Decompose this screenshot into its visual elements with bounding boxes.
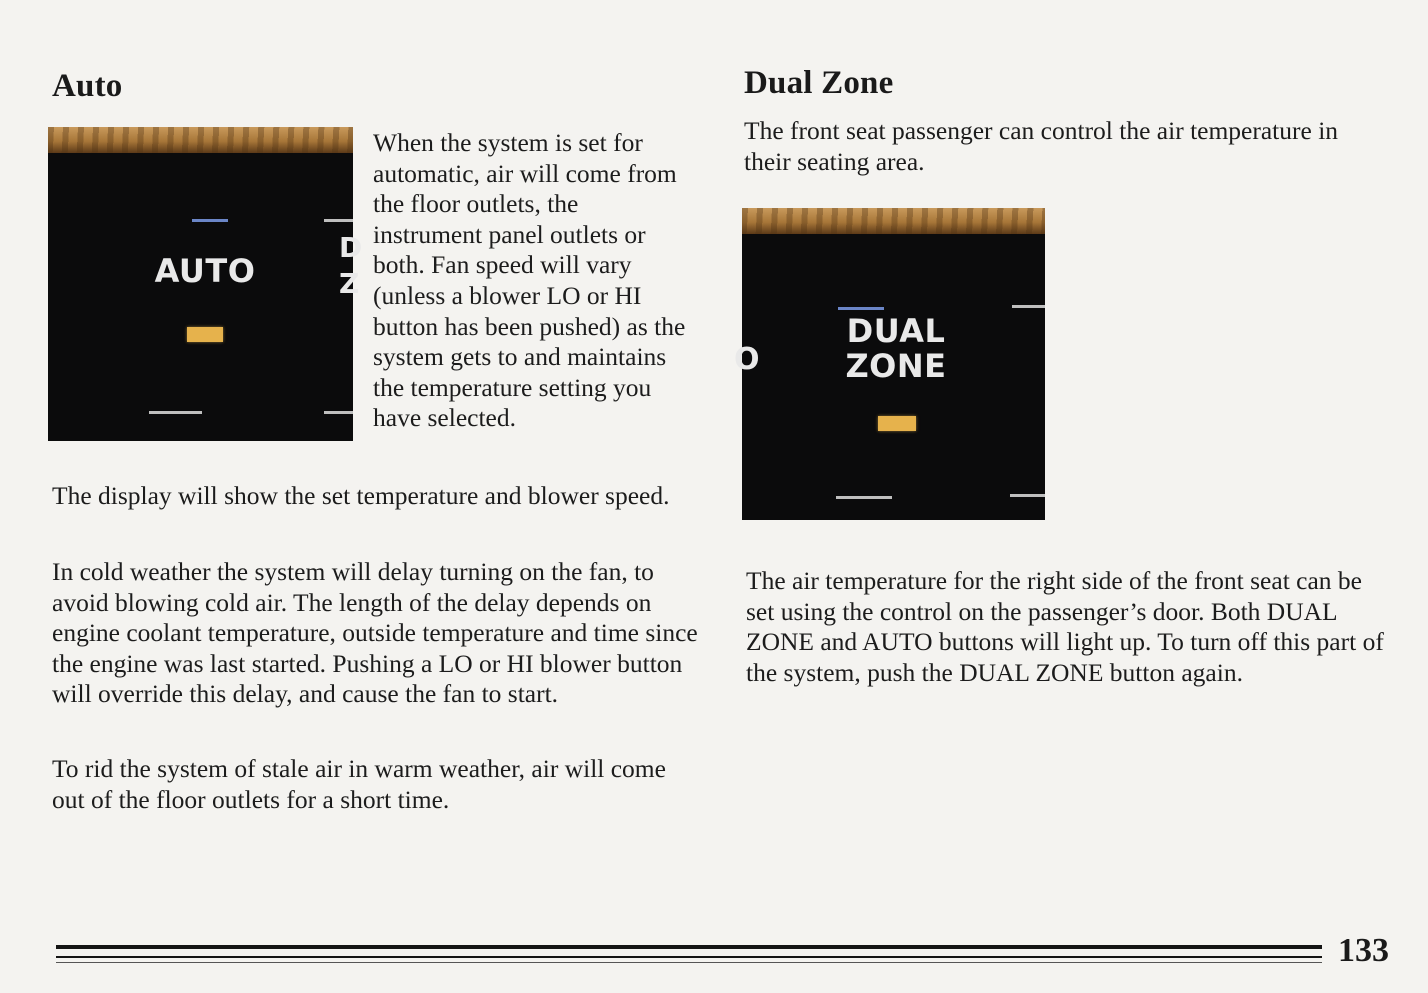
dual-zone-edge-glyph: D bbox=[339, 231, 363, 264]
indicator-light bbox=[878, 416, 916, 431]
dual-zone-button-photo bbox=[734, 208, 1045, 520]
indicator-light bbox=[187, 327, 223, 342]
dual-zone-label-line1: DUAL bbox=[846, 312, 946, 350]
auto-button-photo bbox=[48, 127, 363, 441]
indicator-dash bbox=[324, 411, 353, 414]
wood-trim bbox=[48, 127, 353, 153]
indicator-dash bbox=[836, 496, 892, 499]
dual-zone-intro-text: The front seat passenger can control the air temperature in their seating area. bbox=[744, 116, 1339, 176]
stale-air-paragraph: To rid the system of stale air in warm weather, air will come out of the floor outlets for a short time. bbox=[52, 754, 666, 814]
indicator-dash bbox=[324, 219, 353, 222]
auto-button-label: AUTO bbox=[154, 252, 256, 290]
indicator-dash bbox=[838, 307, 884, 310]
wood-trim bbox=[742, 208, 1045, 234]
section-heading-dual-zone: Dual Zone bbox=[744, 65, 894, 101]
passenger-door-paragraph: The air temperature for the right side of the front seat can be set using the control on the passenger’s door. Both DUAL ZONE and AUTO buttons will light up. To turn off this part of the system, push the DUAL ZONE button again. bbox=[746, 566, 1384, 687]
indicator-dash bbox=[192, 219, 228, 222]
footer-rule-thick bbox=[56, 945, 1322, 949]
auto-intro-text: When the system is set for automatic, air will come from the floor outlets, the instrument panel outlets or both. Fan speed will vary (unless a blower LO or HI button has been pushed) as the system gets to and maintains the temperature setting you have selected. bbox=[373, 128, 686, 433]
indicator-dash bbox=[149, 411, 202, 414]
footer-rule-thin bbox=[56, 962, 1322, 963]
dual-zone-label-line2: ZONE bbox=[845, 346, 947, 385]
page-number: 133 bbox=[1338, 932, 1389, 969]
section-heading-auto: Auto bbox=[52, 68, 123, 104]
auto-edge-glyph: O bbox=[734, 342, 760, 377]
cold-weather-paragraph: In cold weather the system will delay turning on the fan, to avoid blowing cold air. The length of the delay depends on engine coolant temperature, outside temperature and time since the engine was last started. Pushing a LO or HI blower button will override this delay, and cause the fan to start. bbox=[52, 557, 698, 709]
dual-zone-edge-glyph: Z bbox=[339, 267, 360, 300]
indicator-dash bbox=[1010, 494, 1045, 497]
indicator-dash bbox=[1012, 305, 1045, 308]
dual-zone-button-label bbox=[842, 314, 950, 383]
footer-rule-thin bbox=[56, 956, 1322, 958]
display-paragraph: The display will show the set temperature and blower speed. bbox=[52, 481, 670, 510]
